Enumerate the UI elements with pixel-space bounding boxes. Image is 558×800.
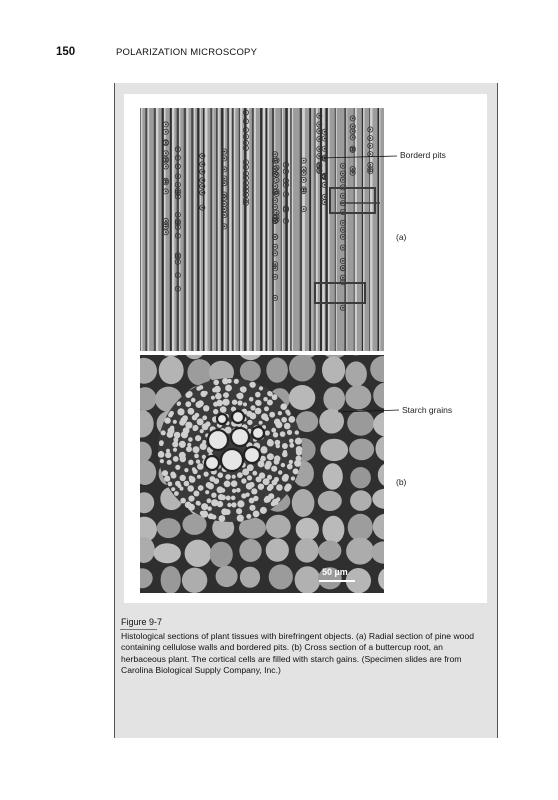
figure-number-rule [120,629,157,630]
scale-bar [319,580,355,582]
label-borderd-pits: Borderd pits [400,150,446,160]
page-number: 150 [56,46,76,58]
label-starch-grains: Starch grains [402,405,453,415]
label-panel-a: (a) [396,232,407,242]
label-panel-b: (b) [396,477,407,487]
figure-number: Figure 9-7 [121,617,163,627]
running-head: POLARIZATION MICROSCOPY [116,47,258,58]
scale-bar-label: 50 µm [322,567,348,577]
figure-caption: Histological sections of plant tissues with birefringent objects. (a) Radial section of pine wood containing cellulose walls and bordered pits. (b) Cross section of a buttercup root, an herbaceous plant. The cortical cells are filled with starch gains. (Specimen slides are from Carolina Biological Supply Company, Inc.) [121,631,475,675]
